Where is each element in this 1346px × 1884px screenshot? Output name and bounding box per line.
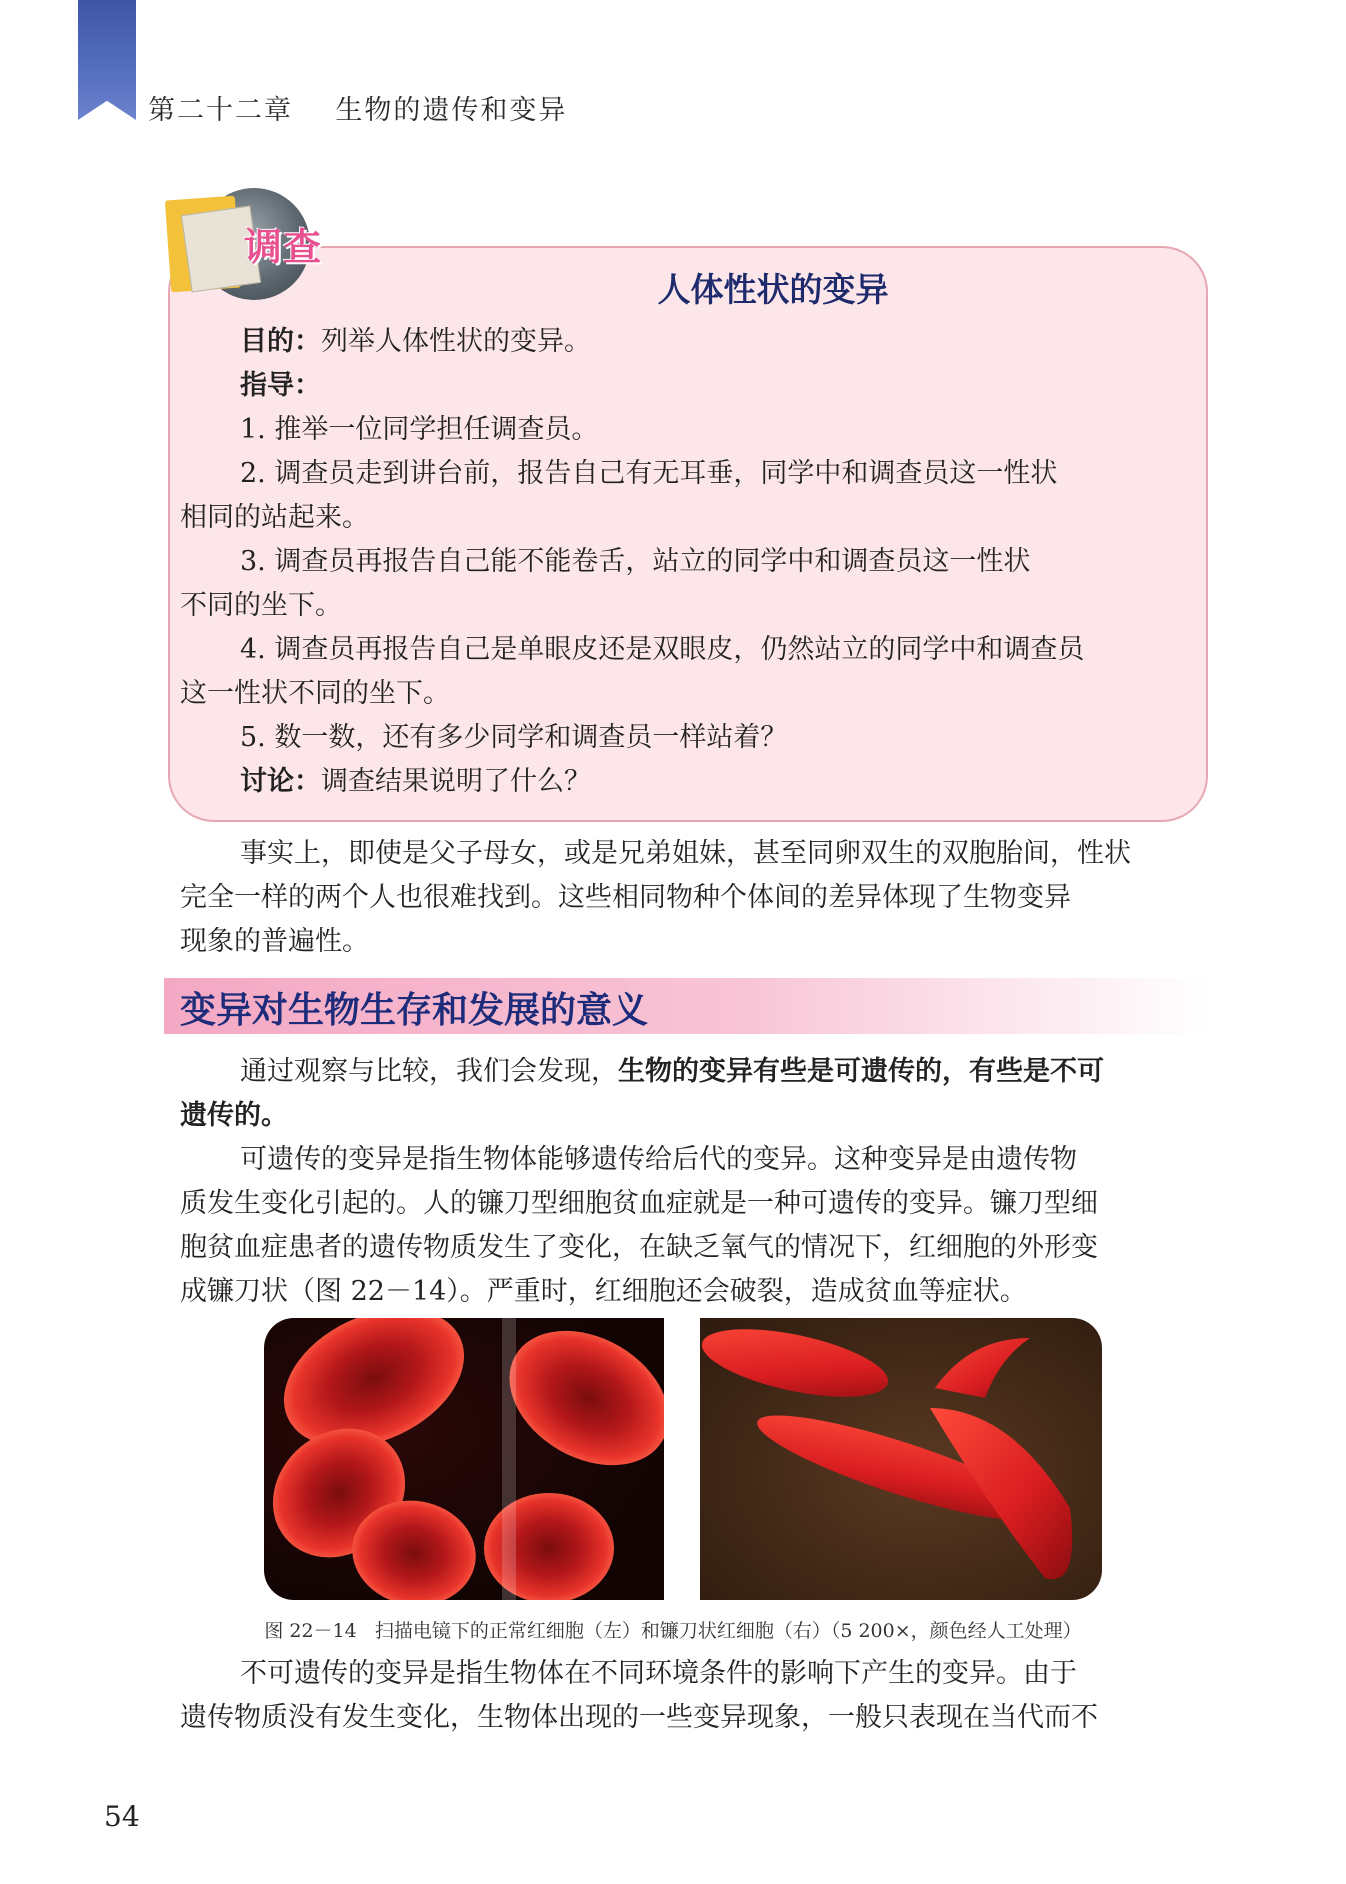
survey-line: 2. 调查员走到讲台前，报告自己有无耳垂，同学中和调查员这一性状	[240, 458, 1058, 489]
survey-line: 5. 数一数，还有多少同学和调查员一样站着？	[240, 722, 788, 753]
survey-line: 1. 推举一位同学担任调查员。	[240, 414, 599, 445]
purpose-text: 列举人体性状的变异。	[321, 326, 591, 357]
sickle-cell	[935, 1338, 1030, 1398]
discussion-text: 调查结果说明了什么？	[321, 766, 591, 797]
normal-red-blood-cells-image	[264, 1318, 664, 1600]
survey-discussion	[240, 762, 591, 802]
paragraph-line: 遗传物质没有发生变化，生物体出现的一些变异现象，一般只表现在当代而不	[180, 1702, 1098, 1733]
sickle-cells-image	[700, 1318, 1102, 1600]
chapter-title: 生物的遗传和变异	[335, 95, 568, 126]
purpose-label: 目的：	[240, 326, 321, 357]
para2-normal: 通过观察与比较，我们会发现，	[240, 1056, 618, 1087]
survey-purpose	[240, 322, 591, 362]
paragraph-line: 现象的普遍性。	[180, 926, 369, 957]
survey-line: 这一性状不同的坐下。	[180, 678, 450, 709]
paragraph-line: 成镰刀状（图 22－14）。严重时，红细胞还会破裂，造成贫血等症状。	[180, 1276, 1027, 1307]
chapter-number: 第二十二章	[148, 95, 293, 126]
survey-line: 相同的站起来。	[180, 502, 369, 533]
section-title: 变异对生物生存和发展的意义	[180, 990, 649, 1031]
discussion-label: 讨论：	[240, 766, 321, 797]
guide-label: 指导：	[240, 370, 321, 401]
survey-title: 人体性状的变异	[657, 270, 889, 309]
running-head	[148, 88, 567, 127]
paragraph-line: 质发生变化引起的。人的镰刀型细胞贫血症就是一种可遗传的变异。镰刀型细	[180, 1188, 1098, 1219]
para2-bold-continued: 遗传的。	[180, 1100, 288, 1131]
chapter-ribbon	[78, 0, 136, 120]
survey-line: 不同的坐下。	[180, 590, 342, 621]
page-number: 54	[104, 1800, 140, 1833]
paragraph-line: 完全一样的两个人也很难找到。这些相同物种个体间的差异体现了生物变异	[180, 882, 1071, 913]
sickle-cell	[700, 1318, 894, 1410]
survey-line: 4. 调查员再报告自己是单眼皮还是双眼皮，仍然站立的同学中和调查员	[240, 634, 1085, 665]
figure-caption: 图 22－14 扫描电镜下的正常红细胞（左）和镰刀状红细胞（右）（5 200×，颜色经人工处理）	[264, 1620, 1082, 1642]
paragraph-line: 不可遗传的变异是指生物体在不同环境条件的影响下产生的变异。由于	[240, 1658, 1077, 1689]
survey-line: 3. 调查员再报告自己能不能卷舌，站立的同学中和调查员这一性状	[240, 546, 1031, 577]
paragraph-line: 胞贫血症患者的遗传物质发生了变化，在缺乏氧气的情况下，红细胞的外形变	[180, 1232, 1098, 1263]
paragraph-line: 事实上，即使是父子母女，或是兄弟姐妹，甚至同卵双生的双胞胎间，性状	[240, 838, 1131, 869]
survey-badge-label: 调查	[244, 225, 323, 269]
paragraph-line: 可遗传的变异是指生物体能够遗传给后代的变异。这种变异是由遗传物	[240, 1144, 1077, 1175]
para2-bold: 生物的变异有些是可遗传的，有些是不可	[618, 1056, 1104, 1087]
paragraph-line	[240, 1052, 1104, 1092]
